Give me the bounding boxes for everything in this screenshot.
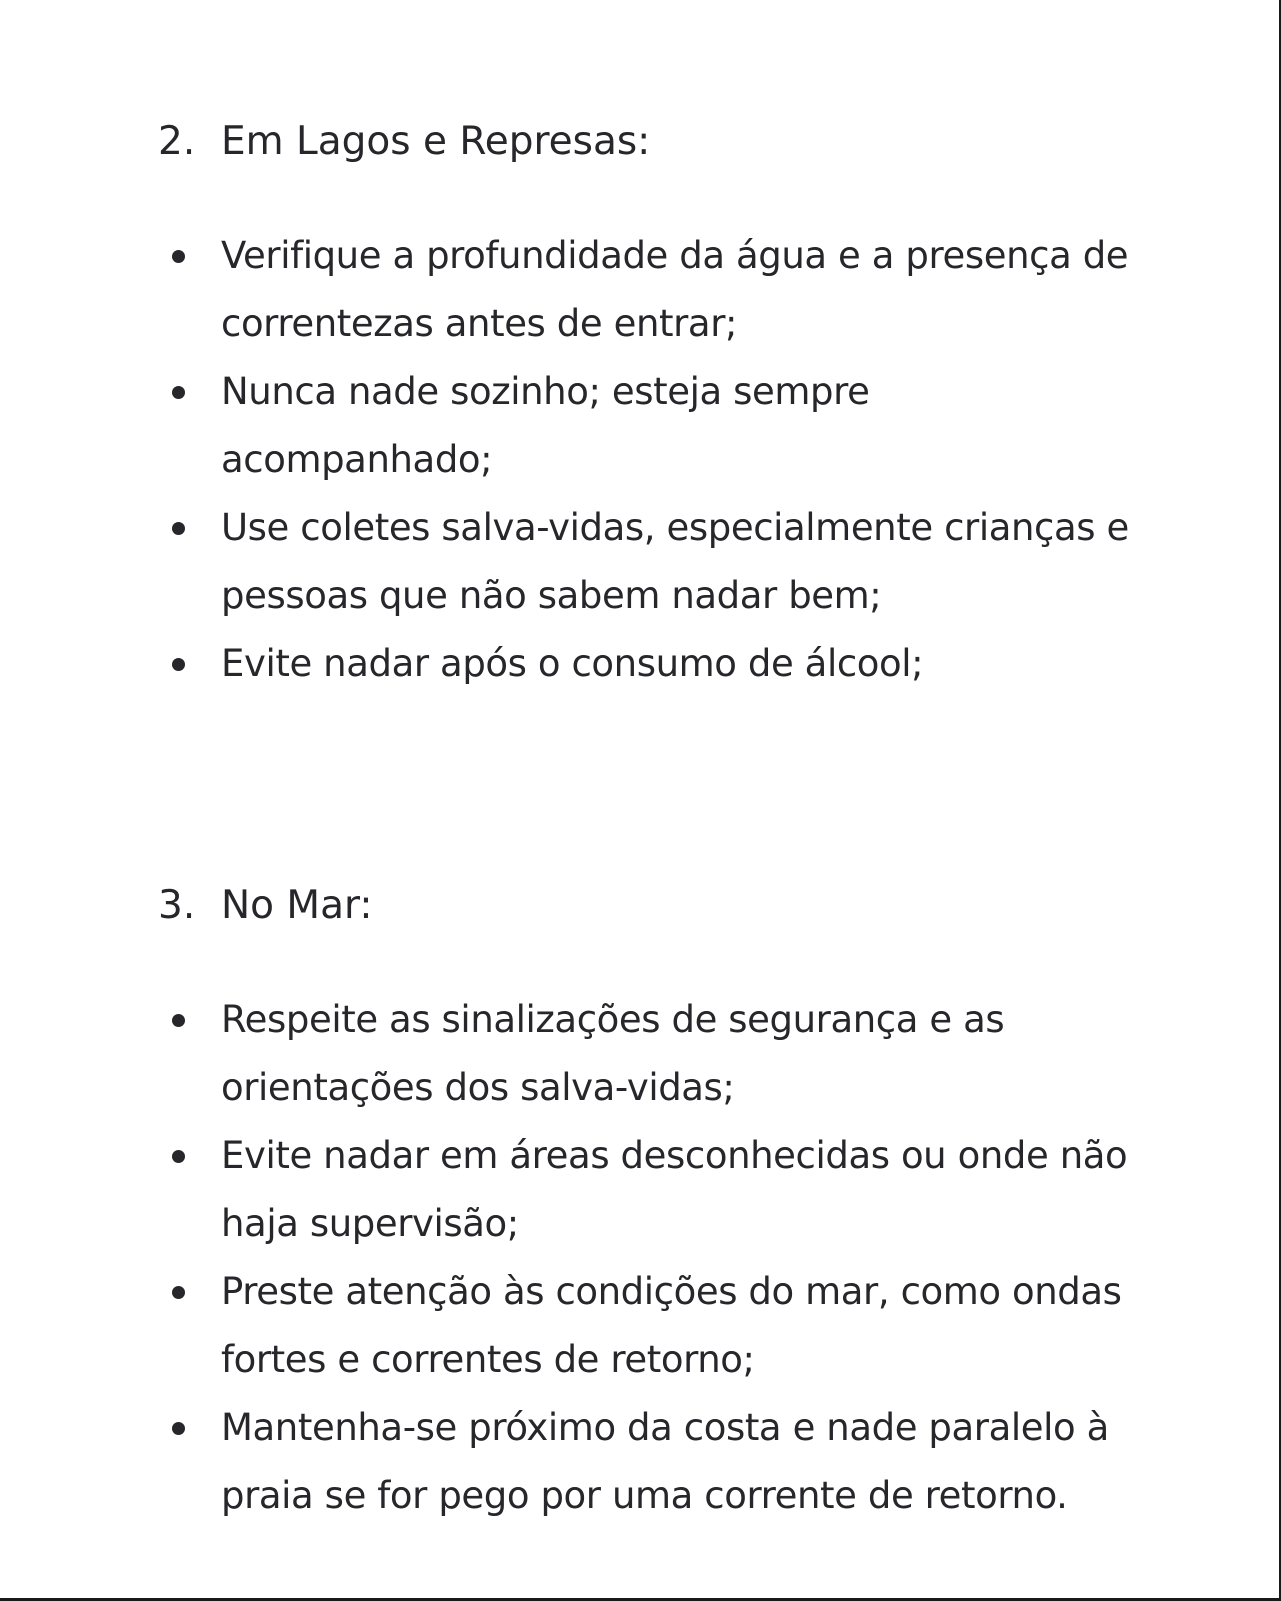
- bullet-icon: [172, 1422, 185, 1435]
- section-heading: [0, 872, 1281, 940]
- list-item-text: correntezas antes de entrar;: [221, 302, 738, 345]
- list-item-text: orientações dos salva-vidas;: [221, 1066, 735, 1109]
- bullet-icon: [172, 386, 185, 399]
- bullet-icon: [172, 522, 185, 535]
- list-item-text: Evite nadar em áreas desconhecidas ou onde não: [221, 1134, 1128, 1177]
- section-sea: [0, 872, 1281, 1517]
- list-item: [0, 358, 1191, 494]
- list-item: [0, 630, 1191, 698]
- bullet-icon: [172, 1150, 185, 1163]
- section-lakes-dams: [0, 108, 1281, 685]
- list-item: [0, 222, 1191, 358]
- list-item: [0, 1122, 1191, 1258]
- list-item-text: Verifique a profundidade da água e a presença de: [221, 234, 1129, 277]
- list-item-text: fortes e correntes de retorno;: [221, 1338, 755, 1381]
- list-item: [0, 1258, 1191, 1394]
- bullet-list: [0, 986, 1281, 1530]
- list-item-text: Evite nadar após o consumo de álcool;: [221, 642, 924, 685]
- bullet-icon: [172, 1286, 185, 1299]
- list-item: [0, 494, 1191, 630]
- section-heading: [0, 108, 1281, 176]
- bullet-icon: [172, 658, 185, 671]
- section-title: Em Lagos e Represas:: [221, 119, 651, 164]
- section-title: No Mar:: [221, 883, 373, 928]
- bullet-icon: [172, 1014, 185, 1027]
- list-item-text: acompanhado;: [221, 438, 493, 481]
- bullet-icon: [172, 250, 185, 263]
- list-item-text: haja supervisão;: [221, 1202, 519, 1245]
- section-number: 2.: [158, 119, 196, 164]
- list-item: [0, 1394, 1191, 1530]
- list-item-text: Use coletes salva-vidas, especialmente crianças e: [221, 506, 1129, 549]
- section-number: 3.: [158, 883, 196, 928]
- list-item-text: praia se for pego por uma corrente de retorno.: [221, 1474, 1068, 1517]
- list-item-text: Respeite as sinalizações de segurança e as: [221, 998, 1005, 1041]
- list-item-text: Mantenha-se próximo da costa e nade paralelo à: [221, 1406, 1109, 1449]
- bullet-list: [0, 222, 1281, 698]
- list-item: [0, 986, 1191, 1122]
- list-item-text: pessoas que não sabem nadar bem;: [221, 574, 882, 617]
- list-item-text: Nunca nade sozinho; esteja sempre: [221, 370, 870, 413]
- list-item-text: Preste atenção às condições do mar, como ondas: [221, 1270, 1122, 1313]
